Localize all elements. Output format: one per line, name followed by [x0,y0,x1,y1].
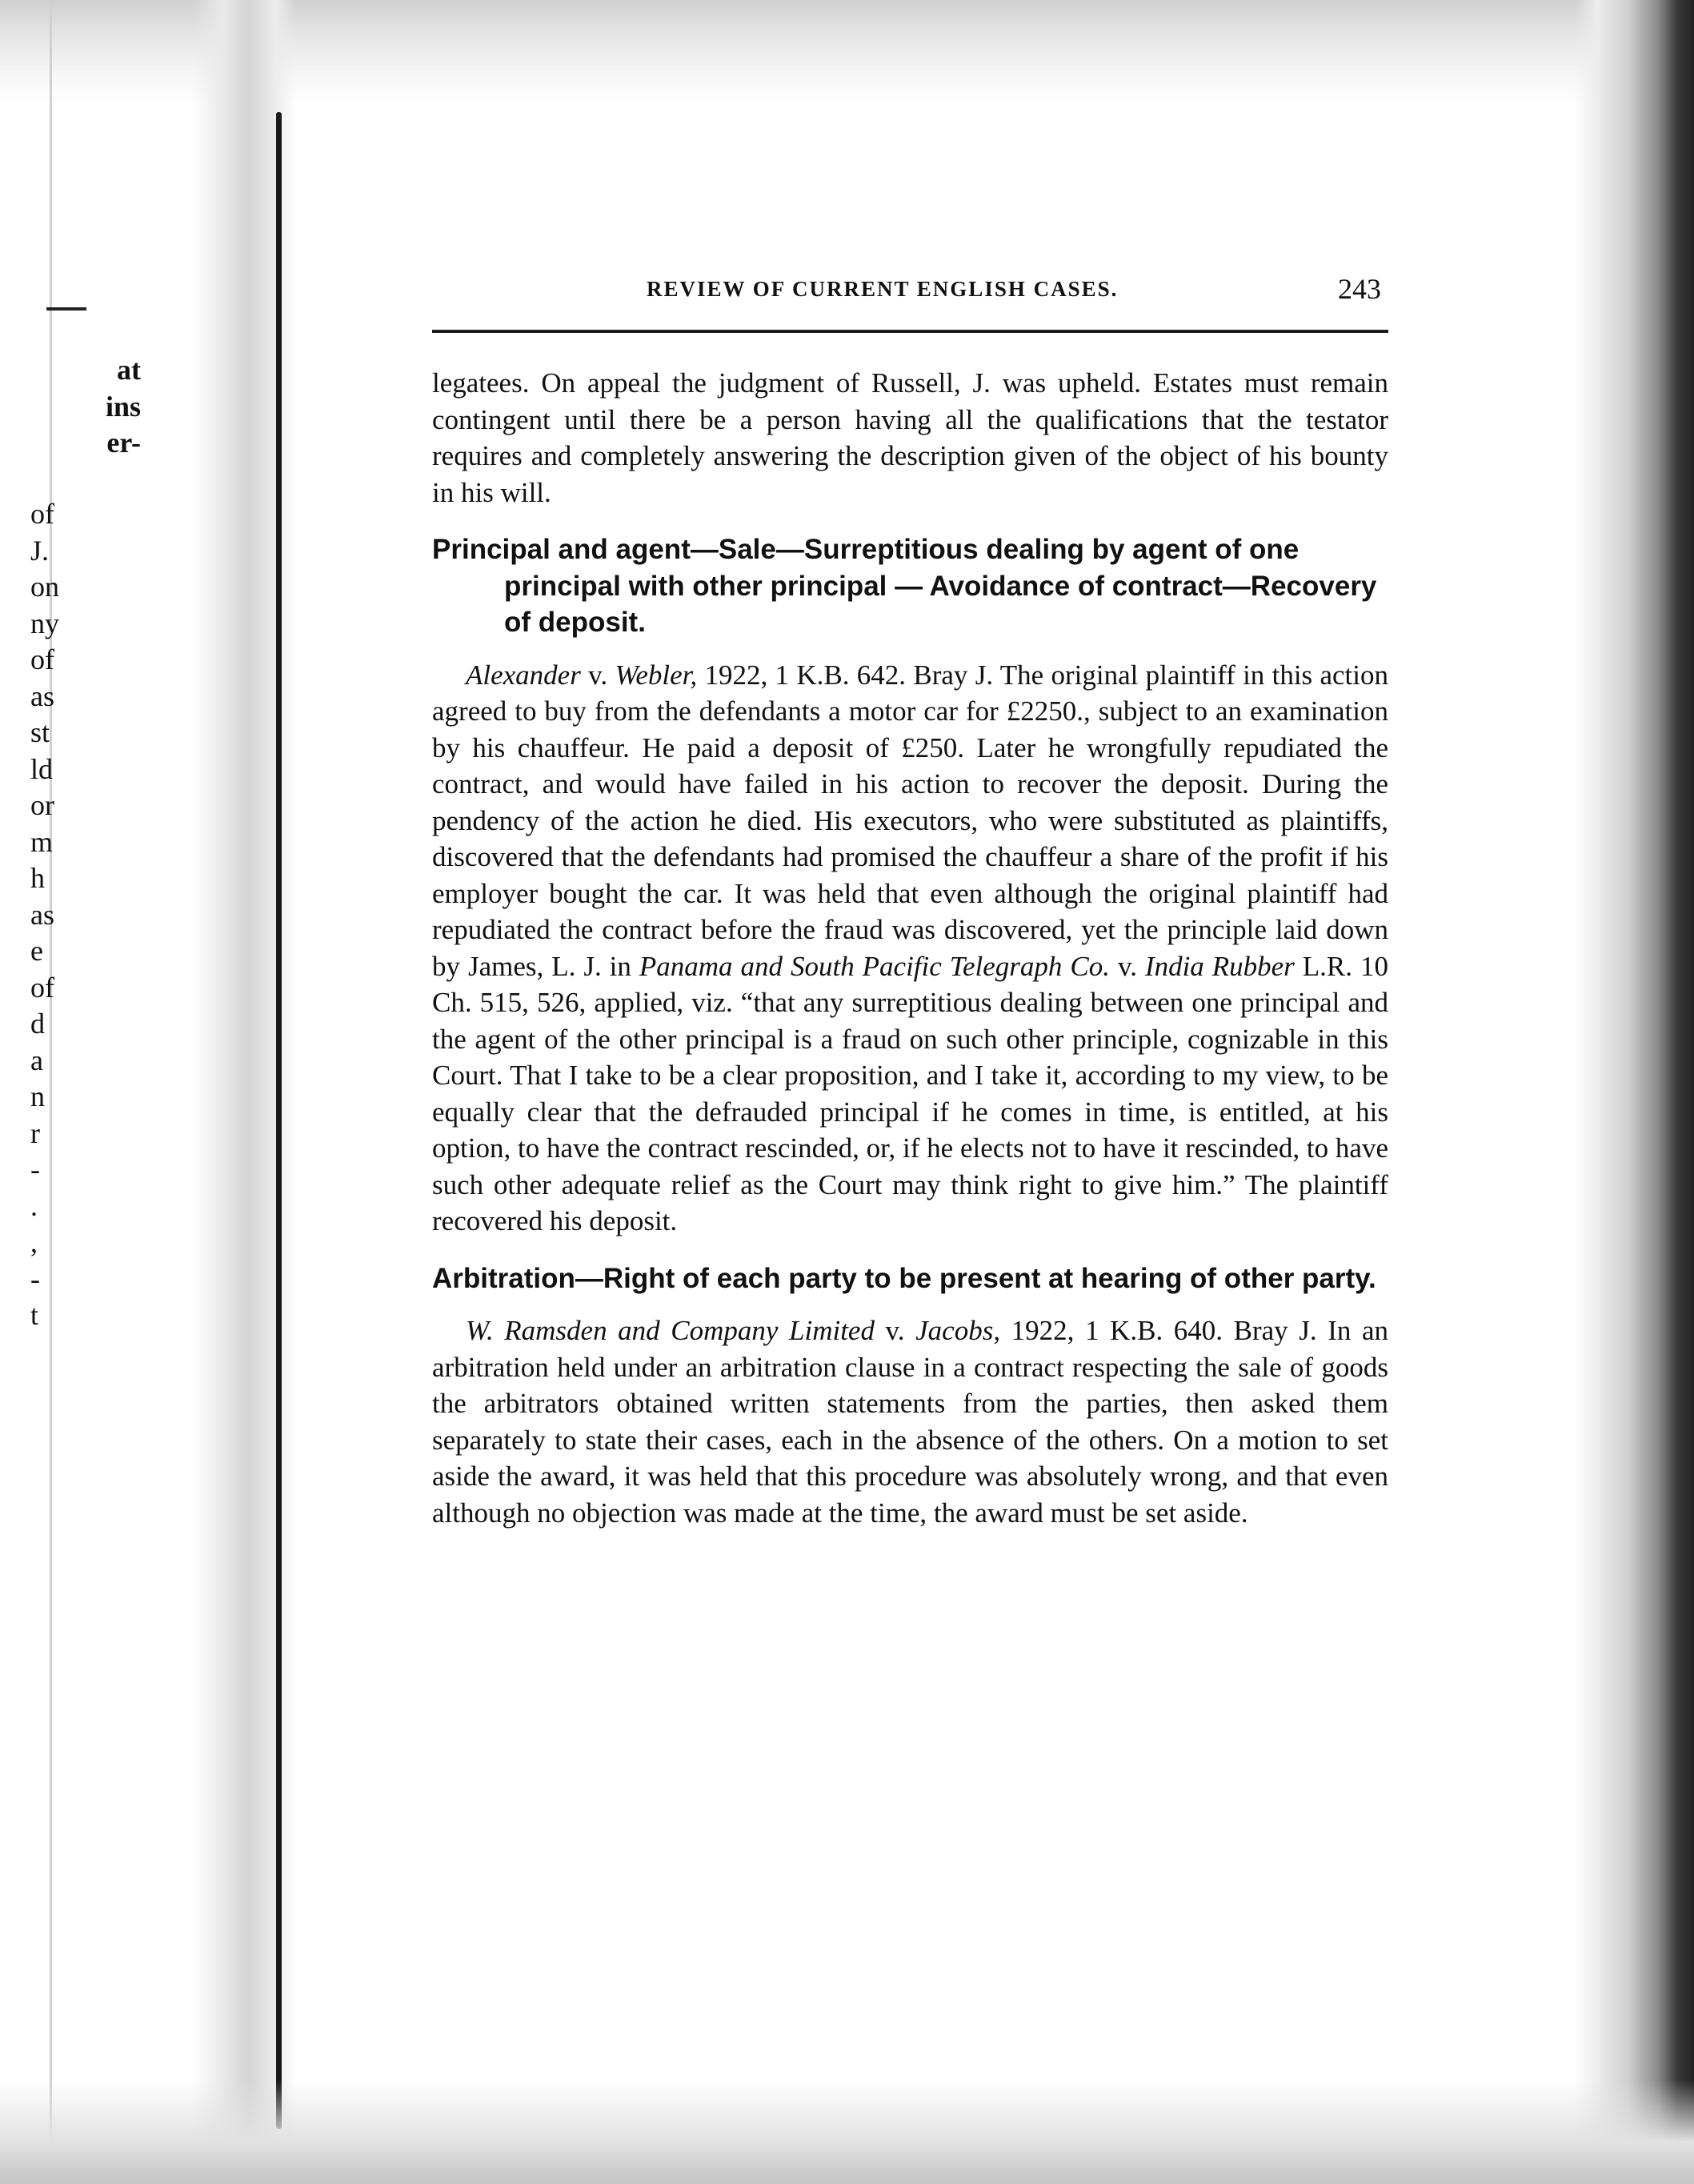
binding-gutter-line [276,112,282,2129]
left-fragment: as [30,898,54,931]
left-fragment: J. [30,534,50,567]
left-fragment: t [30,1299,39,1331]
case-name: Webler, [615,659,698,691]
cited-case-name: India Rubber [1144,950,1295,982]
left-fragment: st [30,716,50,748]
header-rule [432,330,1388,333]
left-fragment: ins [105,390,141,423]
case-text: 1922, 1 K.B. 640. Bray J. In an arbitration held under an arbitration clause in a contract respecting the sale of goods the arbitrators obtained written statements from the parties, then asked them separately to state their cases, each in the absence of the others. On a motion to set aside the award, it was held that this procedure was absolutely wrong, and that even although no objection was made at the time, the award must be set aside. [432,1315,1388,1529]
page-header [432,272,1392,312]
case-name: Jacobs, [915,1315,1001,1346]
case-name: W. Ramsden and Company Limited [466,1315,875,1346]
left-fragment: n [30,1080,45,1112]
page-number: 243 [1338,273,1381,305]
left-fragment: of [30,971,54,1004]
case-text: L.R. 10 Ch. 515, 526, applied, viz. “that any surreptitious dealing between one principal and the agent of the other principal is a fraud on such other principle, cognizable in this Court. That I take to be a clear proposition, and I take it, according to my view, to be equally clear that the defrauded principal if he comes in time, is entitled, at his option, to have the contract rescinded, or, if he elects not to have it rescinded, to have such other adequate relief as the Court may think right to give him.” The plaintiff recovered his deposit. [432,950,1388,1236]
left-fragment: - [30,1153,40,1185]
case-text: 1922, 1 K.B. 642. Bray J. The original plaintiff in this action agreed to buy from the defendants a motor car for £2250., subject to an examination by his chauffeur. He paid a deposit of £250. Later he wrongfully repudiated the contract, and would have failed in his action to recover the deposit. During the pendency of the action he died. His executors, who were substituted as plaintiffs, discovered that the defendants had promised the chauffeur a share of the profit if his employer bought the car. It was held that even although the original plaintiff had repudiated the contract before the fraud was discovered, yet the principle laid down by James, L. J. in [432,659,1388,982]
left-fragment: a [30,1044,43,1076]
case-versus: v. [1110,950,1145,982]
running-head: REVIEW OF CURRENT ENGLISH CASES. [647,277,1119,301]
left-fragment: . [30,1189,38,1222]
left-fragment: h [30,862,45,894]
left-page-fragments-top [21,352,141,462]
paragraph-continuation: legatees. On appeal the judgment of Russell, J. was upheld. Estates must remain contingent until there be a person having all the qualifications that the testator requires and completely answering the description given of the object of his bounty in his will. [432,367,1388,508]
left-page-fragments [30,496,110,1334]
case-versus: v. [580,659,615,691]
left-fragment: as [30,679,54,712]
left-page-rule [46,307,86,311]
section-heading-arbitration: Arbitration—Right of each party to be present at hearing of other party. [432,1262,1376,1294]
scan-shadow-right [1574,0,1694,2184]
section-heading-principal-agent: Principal and agent—Sale—Surreptitious dealing by agent of one principal with other principal — Avoidance of contract—Recovery of deposit. [432,534,1377,638]
left-fragment: er- [106,427,141,459]
left-fragment: d [30,1008,45,1040]
left-fragment: , [30,1226,38,1258]
left-fragment: or [30,789,54,821]
right-page [432,272,1392,1529]
left-fragment: at [117,354,141,386]
cited-case-name: Panama and South Pacific Telegraph Co. [639,950,1110,982]
case-name: Alexander [466,659,581,691]
left-fragment: of [30,643,54,675]
left-fragment: - [30,1262,40,1295]
left-fragment: e [30,935,43,967]
left-fragment: m [30,825,54,858]
left-fragment: of [30,498,54,530]
page-body [432,365,1388,1531]
case-summary-alexander-webler [432,657,1388,1240]
case-summary-ramsden-jacobs [432,1312,1388,1531]
left-fragment: ny [30,607,59,639]
case-versus: v. [874,1315,916,1346]
left-fragment: ld [30,752,54,785]
left-fragment: on [30,571,59,603]
scan-shadow-bottom [0,2080,1694,2184]
left-fragment: r [30,1116,40,1149]
